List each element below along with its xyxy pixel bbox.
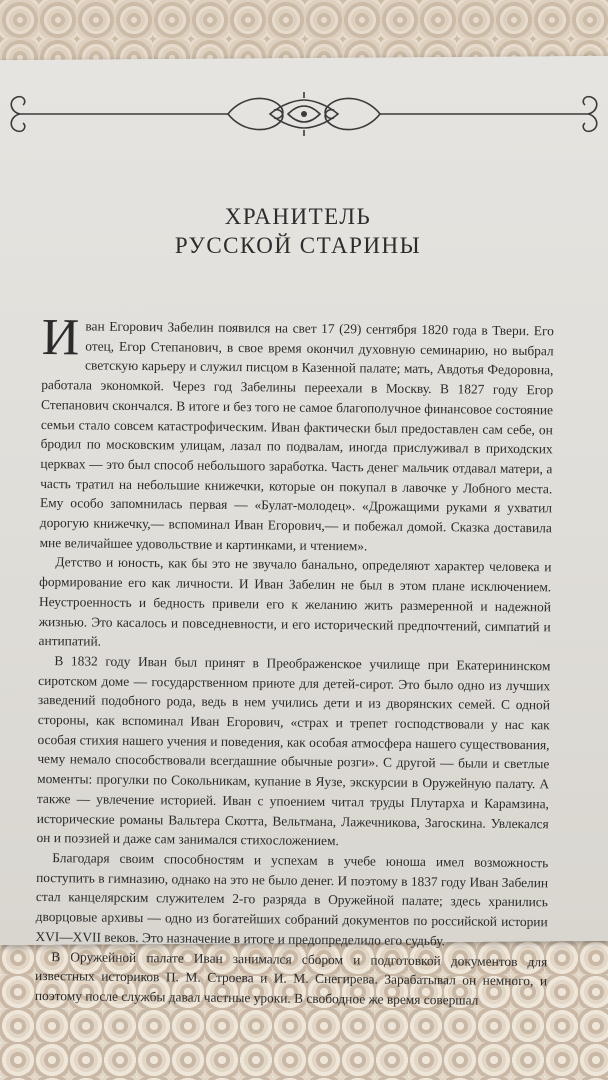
paragraph-text: ван Егорович Забелин появился на свет 17 (29) сентября 1820 года в Твери. Его отец, Егор Степанович, в свое время окончил духовную семинарию, но выбрал светскую карьеру и служил писцом в Казенной палате; мать, Авдотья Федоровна, работала экономкой. Через год Забелины переехали в Москву. В 1827 году Егор Степанович скончался. В итоге и без того не самое благополучное финансовое состояние семьи стало совсем катастрофическим. Иван фактически был предоставлен сам себе, он бродил по московским улицам, лазал по подвалам, иногда прислуживал в приходских церквах — это был способ небольшого заработка. Часть денег мальчик отдавал матери, а часть тратил на небольшие книжечки, которые он покупал в лавочке у Лобного места. Ему особо запомнилась первая — «Булат-молодец». «Дрожащими руками я ухватил дорогую книжечку,— вспоминал Иван Егорович,— и побежал домой. Сказка доставила мне величайшее удовольствие и картинками, и чтением». — [39, 318, 554, 554]
paragraph: Благодаря своим способностям и успехам в учебе юноша имел возможность поступить в гимназию, однако на это не было денег. И поэтому в 1837 году Иван Забелин стал канцелярским служителем 2-го разряда в Оружейной палате; здесь хранились дворцовые архивы — одно из богатейших собраний документов по российской истории XVI—XVII веков. Это назначение в итоге и предопределило его судьбу. — [35, 850, 549, 949]
paragraph — [39, 309, 554, 558]
article-body — [34, 309, 554, 1011]
page-title-line-1: ХРАНИТЕЛЬ — [224, 204, 372, 229]
paragraph: В 1832 году Иван был принят в Преображенское училище при Екатерининском сиротском доме — государственном приюте для детей-сирот. Это было одно из лучших заведений подобного рода, ведь в нем учились дети и из дворянских семей. С одной стороны, как вспоминал Иван Егорович, «страх и трепет господствовали у нас как особая стихия нашего учения и поведения, как особая атмосфера нашего существования, чему немало способствовали всегдашние обычные розги». С другой — были и светлые моменты: прогулки по Сокольникам, купание в Яузе, экскурсии в Оружейную палату. А также — увлечение историей. Иван с упоением читал труды Плутарха и Карамзина, исторические романы Вальтера Скотта, Вельтмана, Лажечникова, Загоскина. Увлекался он и поэзией и даже сам занимался стихосложением. — [36, 653, 551, 849]
paragraph: В Оружейной палате Иван занимался сбором и подготовкой документов для известных историков П. М. Строева и И. М. Снегирева. Зарабатывал он немного, и поэтому после службы давал частные уроки. В свободное же время совершал — [34, 948, 548, 1008]
paragraph: Детство и юность, как бы это не звучало банально, определяют характер человека и формирование его как личности. И Иван Забелин не был в этом плане исключением. Неустроенность и бедность привели его к желанию жить размеренной и надежной жизнью. Это касалось и повседневности, и его исторический предпочтений, симпатий и антипатий. — [38, 554, 552, 649]
ornament-icon — [0, 88, 608, 136]
drop-cap: И — [41, 309, 80, 367]
page-title-line-2: РУССКОЙ СТАРИНЫ — [174, 233, 422, 258]
